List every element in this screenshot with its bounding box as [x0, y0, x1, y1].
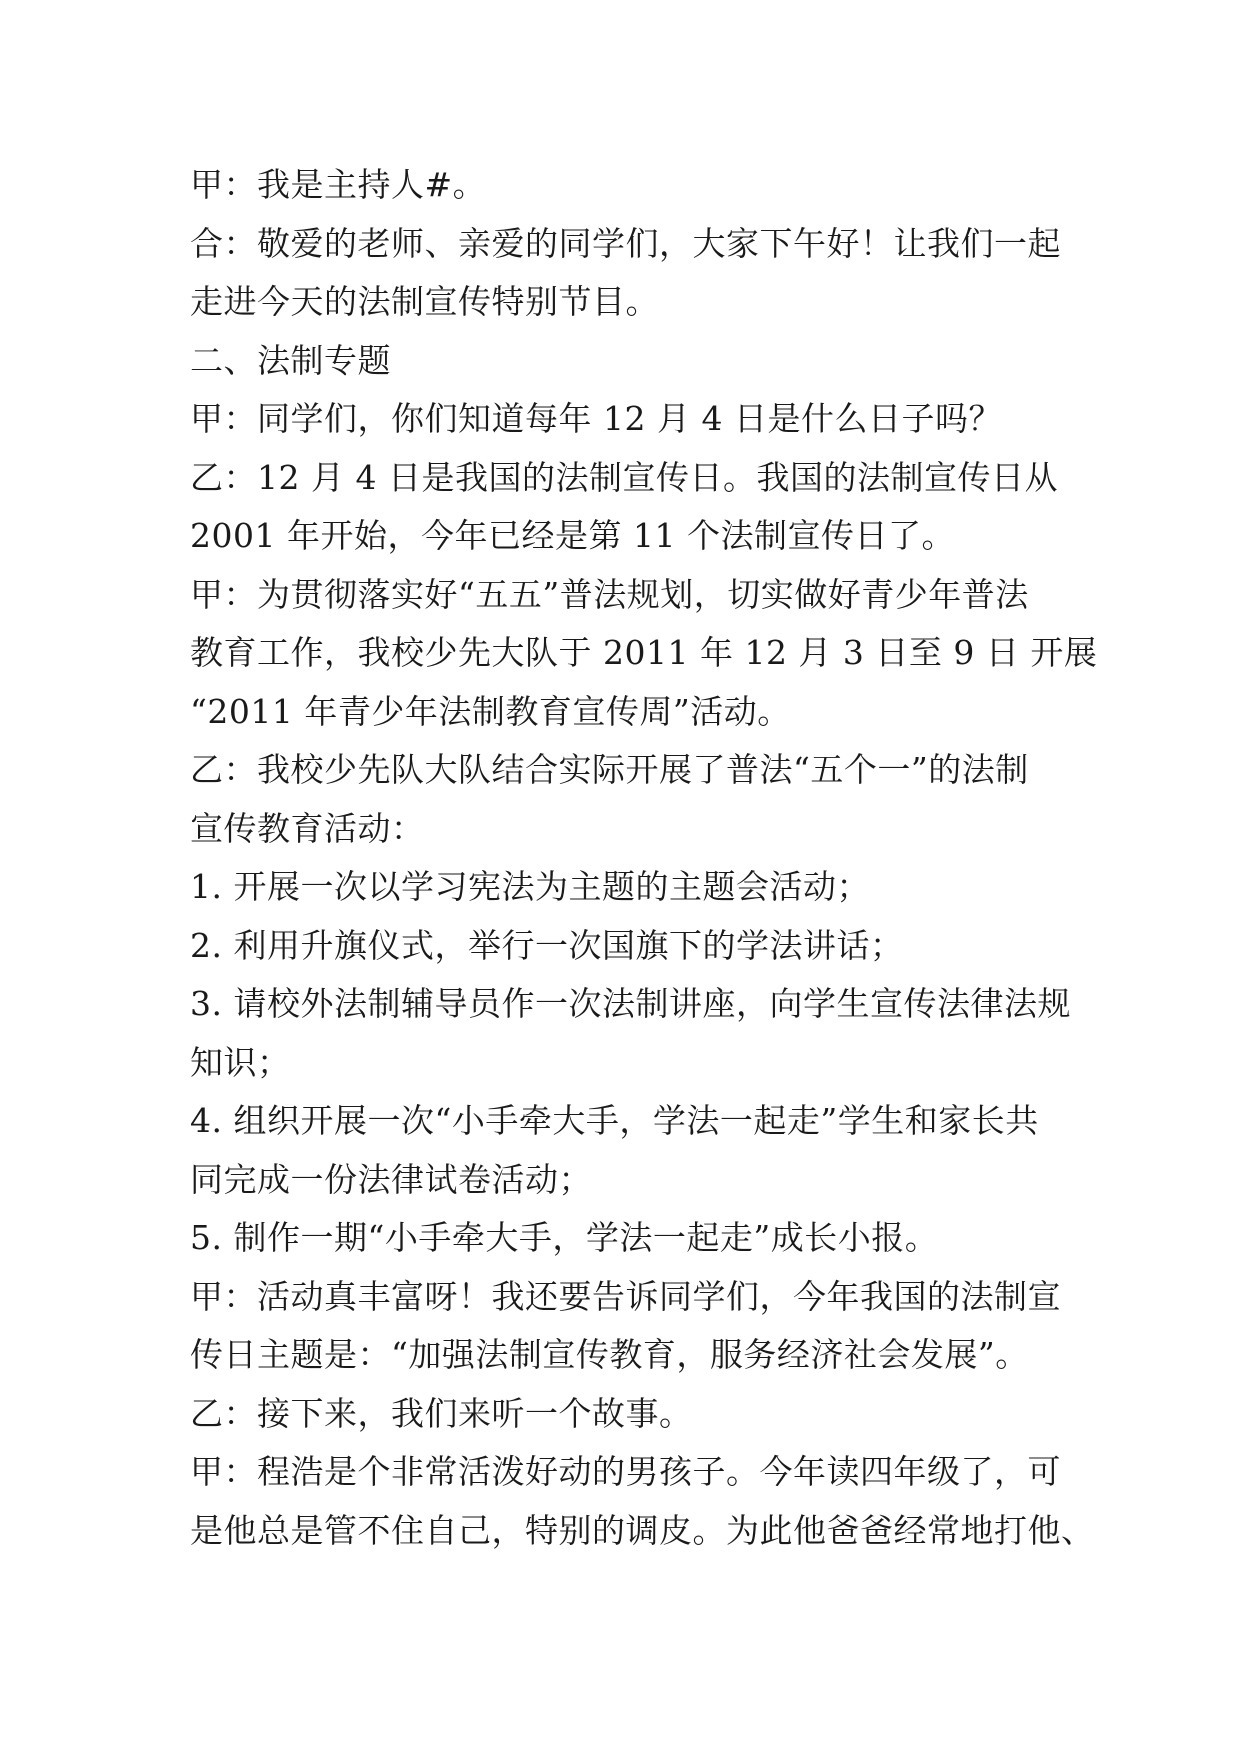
text-line: 甲：同学们，你们知道每年 12 月 4 日是什么日子吗？ — [190, 399, 1002, 438]
text-line: 乙：12 月 4 日是我国的法制宣传日。我国的法制宣传日从 — [190, 457, 1058, 497]
list-item: 5. 制作一期“小手牵大手，学法一起走”成长小报。 — [190, 1218, 939, 1257]
text-line: 甲：活动真丰富呀！我还要告诉同学们，今年我国的法制宣 — [190, 1276, 1061, 1316]
list-item: 同完成一份法律试卷活动； — [190, 1159, 592, 1199]
text-line: 甲：程浩是个非常活泼好动的男孩子。今年读四年级了，可 — [190, 1452, 1061, 1491]
document-body — [190, 156, 1098, 1560]
text-line: 教育工作，我校少先大队于 2011 年 12 月 3 日至 9 日 开展 — [190, 633, 1098, 672]
list-item: 1. 开展一次以学习宪法为主题的主题会活动； — [190, 867, 870, 906]
text-line: 乙：接下来，我们来听一个故事。 — [190, 1393, 693, 1433]
list-item: 4. 组织开展一次“小手牵大手，学法一起走”学生和家长共 — [190, 1101, 1039, 1140]
text-line: 甲：我是主持人#。 — [190, 165, 487, 204]
text-line: “2011 年青少年法制教育宣传周”活动。 — [190, 691, 791, 731]
list-item: 知识； — [190, 1042, 291, 1082]
text-line: 2001 年开始，今年已经是第 11 个法制宣传日了。 — [190, 516, 955, 555]
text-line: 甲：为贯彻落实好“五五”普法规划，切实做好青少年普法 — [190, 574, 1029, 614]
text-line: 传日主题是：“加强法制宣传教育，服务经济社会发展”。 — [190, 1335, 1029, 1374]
text-line: 合：敬爱的老师、亲爱的同学们，大家下午好！让我们一起 — [190, 223, 1061, 263]
text-line: 乙：我校少先队大队结合实际开展了普法“五个一”的法制 — [190, 750, 1029, 789]
text-line: 是他总是管不住自己，特别的调皮。为此他爸爸经常地打他、 — [190, 1510, 1095, 1550]
text-line: 宣传教育活动： — [190, 808, 425, 848]
list-item: 2. 利用升旗仪式，举行一次国旗下的学法讲话； — [190, 925, 904, 965]
list-item: 3. 请校外法制辅导员作一次法制讲座，向学生宣传法律法规 — [190, 984, 1071, 1023]
text-line: 走进今天的法制宣传特别节目。 — [190, 282, 659, 321]
section-heading: 二、法制专题 — [190, 340, 391, 380]
